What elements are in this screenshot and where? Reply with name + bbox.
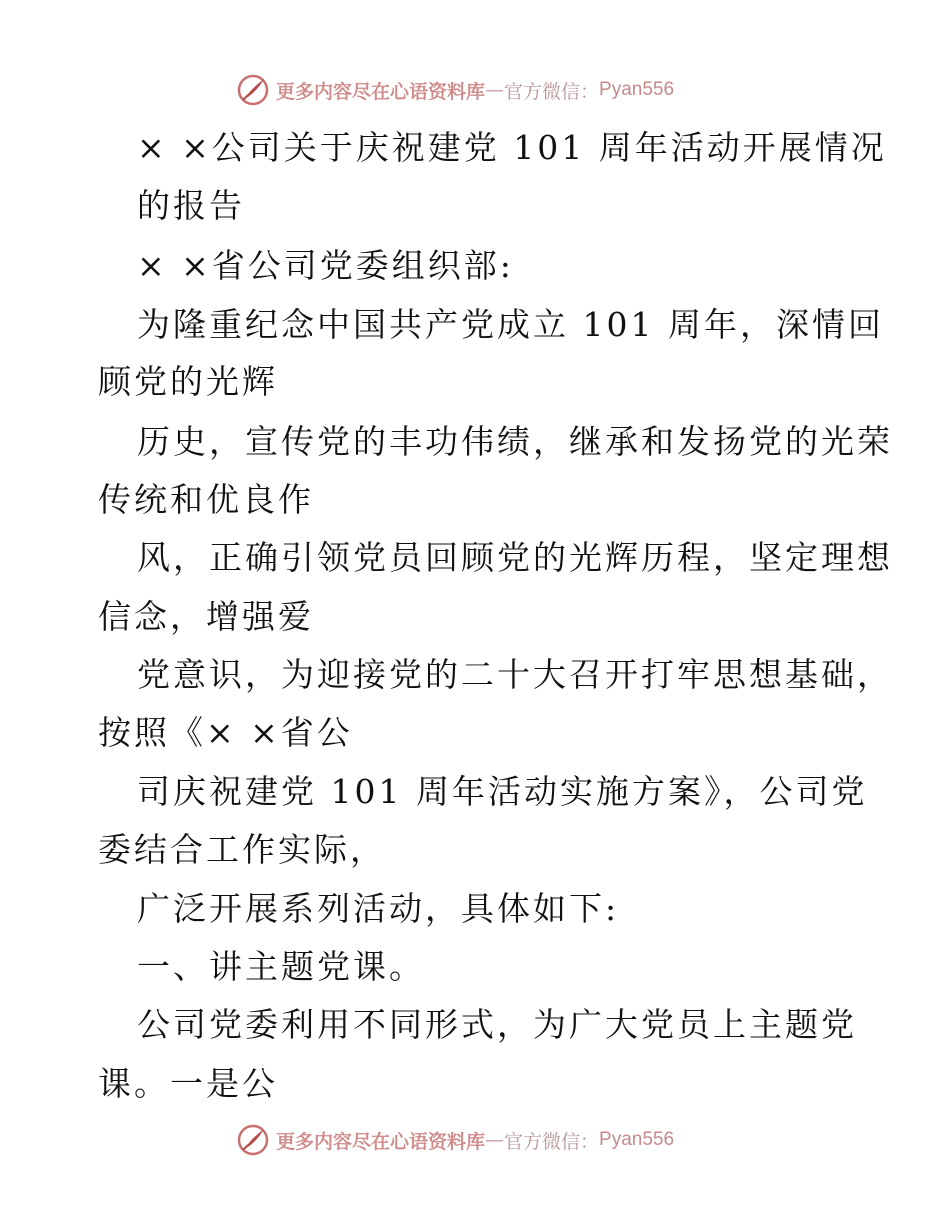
document-title-line-2: 的报告 bbox=[137, 186, 245, 225]
paragraph-line: 广泛开展系列活动，具体如下: bbox=[137, 889, 620, 928]
quill-logo-icon bbox=[236, 1123, 270, 1157]
document-addressee: × ×省公司党委组织部: bbox=[137, 246, 514, 285]
watermark-brand: 更多内容尽在心语资料库 bbox=[276, 80, 486, 103]
paragraph-line: 课。一是公 bbox=[98, 1064, 278, 1103]
paragraph-line: 为隆重纪念中国共产党成立 101 周年，深情回 bbox=[137, 305, 884, 344]
watermark-id: Pyan556 bbox=[599, 1129, 675, 1150]
paragraph-line: 司庆祝建党 101 周年活动实施方案》，公司党 bbox=[137, 772, 868, 811]
paragraph-line: 党意识，为迎接党的二十大召开打牢思想基础， bbox=[137, 655, 893, 694]
paragraph-line: 顾党的光辉 bbox=[98, 362, 278, 401]
watermark-separator: — bbox=[485, 1129, 505, 1151]
paragraph-line: 历史，宣传党的丰功伟绩，继承和发扬党的光荣 bbox=[137, 422, 893, 461]
watermark-label: 官方微信： bbox=[504, 80, 600, 103]
paragraph-line: 风，正确引领党员回顾党的光辉历程，坚定理想 bbox=[137, 538, 893, 577]
paragraph-line: 信念，增强爱 bbox=[98, 597, 314, 636]
paragraph-line: 传统和优良作 bbox=[98, 480, 314, 519]
watermark-label: 官方微信： bbox=[504, 1130, 600, 1153]
document-title-line-1: × ×公司关于庆祝建党 101 周年活动开展情况 bbox=[137, 128, 887, 167]
watermark-separator: — bbox=[485, 79, 505, 101]
paragraph-line: 按照《× ×省公 bbox=[98, 713, 353, 752]
paragraph-line: 公司党委利用不同形式，为广大党员上主题党 bbox=[137, 1005, 857, 1044]
watermark-brand: 更多内容尽在心语资料库 bbox=[276, 1130, 486, 1153]
section-heading: 一、讲主题党课。 bbox=[137, 947, 425, 986]
paragraph-line: 委结合工作实际， bbox=[98, 830, 386, 869]
watermark-id: Pyan556 bbox=[599, 79, 675, 100]
watermark-footer bbox=[236, 1122, 674, 1158]
